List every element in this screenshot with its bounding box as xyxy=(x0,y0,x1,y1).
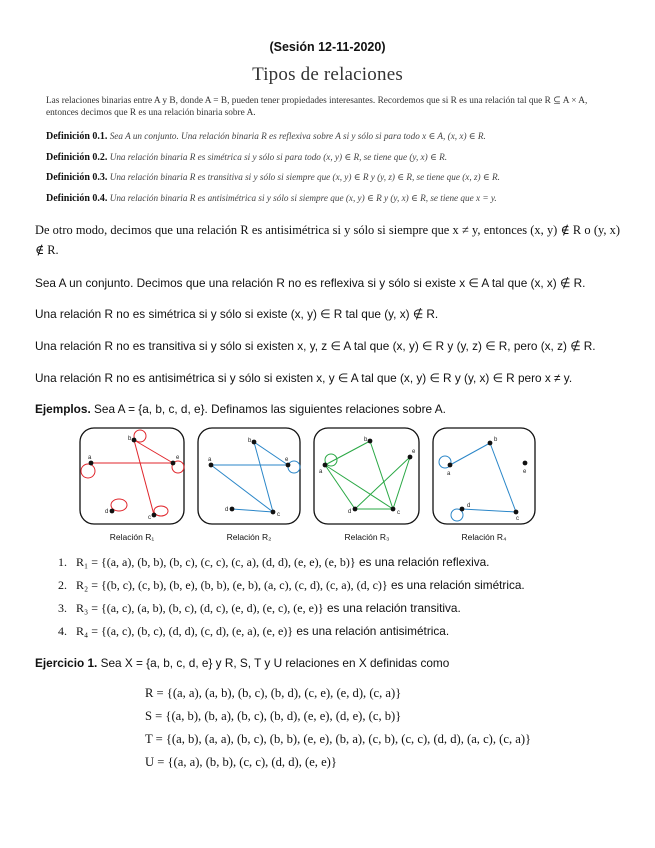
graph-frame xyxy=(80,428,184,524)
vertex-b xyxy=(488,441,493,446)
item-desc: es una relación antisimétrica. xyxy=(293,624,450,638)
definition-label: Definición 0.1. xyxy=(46,131,108,142)
exercise-set-s: S = {(a, b), (b, a), (b, c), (b, d), (e, e), (d, e), (c, b)} xyxy=(145,709,402,723)
vertex-c xyxy=(152,513,157,518)
item-number: 1. xyxy=(58,555,67,569)
vertex-d xyxy=(110,509,115,514)
antisymmetric-alt-paragraph: De otro modo, decimos que una relación R es antisimétrica si y sólo si siempre que x ≠ y, entonces (x, y) ∉ R o (y, x) ∉ R. xyxy=(35,223,620,257)
item-desc: es una relación simétrica. xyxy=(387,578,525,592)
exercise-intro xyxy=(35,653,620,673)
examples-text: Sea A = {a, b, c, d, e}. Definamos las siguientes relaciones sobre A. xyxy=(94,402,446,416)
caption-r4: Relación R₄ xyxy=(461,532,507,542)
vertex-label: b xyxy=(248,438,252,444)
not-reflexive-paragraph: Sea A un conjunto. Decimos que una relación R no es reflexiva si y sólo si existe x ∈ A tal que (x, x) ∉ R. xyxy=(35,276,586,290)
caption-r2: Relación R₂ xyxy=(226,532,272,542)
item-set: R₁ = {(a, a), (b, b), (b, c), (c, c), (c, a), (d, d), (e, e), (e, b)} xyxy=(76,555,356,569)
not-antisymmetric-paragraph: Una relación R no es antisimétrica si y sólo si existen x, y ∈ A tal que (x, y) ∈ R y (y, x) ∈ R pero x ≠ y. xyxy=(35,371,573,385)
definition-label: Definición 0.2. xyxy=(46,152,108,163)
not-symmetric-paragraph: Una relación R no es simétrica si y sólo si existe (x, y) ∈ R tal que (y, x) ∉ R. xyxy=(35,307,439,321)
vertex-label: b xyxy=(494,437,498,443)
vertex-label: e xyxy=(412,449,416,455)
vertex-e xyxy=(408,455,413,460)
definition-text: Sea A un conjunto. Una relación binaria R es reflexiva sobre A si y sólo si para todo x ∈ A, (x, x) ∈ R. xyxy=(109,131,486,141)
vertex-label: b xyxy=(128,436,132,442)
vertex-a xyxy=(448,463,453,468)
item-number: 3. xyxy=(58,601,67,615)
item-desc: es una relación reflexiva. xyxy=(355,555,490,569)
example-item-3 xyxy=(58,601,628,616)
caption-r1: Relación R₁ xyxy=(109,532,155,542)
vertex-label: b xyxy=(364,437,368,443)
exercise-set-t: T = {(a, b), (a, a), (b, c), (b, b), (e, e), (b, a), (c, b), (c, c), (d, d), (a, c), (c, a)} xyxy=(145,732,532,746)
vertex-e xyxy=(286,463,291,468)
vertex-c xyxy=(271,510,276,515)
exercise-label: Ejercicio 1. xyxy=(35,656,98,670)
graph-r1 xyxy=(79,427,185,525)
vertex-c xyxy=(514,510,519,515)
definition-text: Una relación binaria R es transitiva si y sólo si siempre que (x, y) ∈ R y (y, z) ∈ R, se tiene que (x, z) ∈ R. xyxy=(109,172,500,182)
examples-label: Ejemplos. xyxy=(35,402,91,416)
definition-1 xyxy=(46,131,621,142)
definition-text: Una relación binaria R es antisimétrica si y sólo si siempre que (x, y) ∈ R y (y, x) ∈ R, se tiene que x = y. xyxy=(109,193,497,203)
definition-text: Una relación binaria R es simétrica si y sólo si para todo (x, y) ∈ R, se tiene que (y, x) ∈ R. xyxy=(109,152,447,162)
item-number: 2. xyxy=(58,578,67,592)
vertex-label: d xyxy=(225,507,229,513)
vertex-a xyxy=(89,461,94,466)
vertex-e xyxy=(523,461,528,466)
examples-intro xyxy=(35,399,620,419)
exercise-set-r: R = {(a, a), (a, b), (b, c), (b, d), (c, e), (e, d), (c, a)} xyxy=(145,686,402,700)
graph-r3 xyxy=(313,427,420,525)
vertex-e xyxy=(171,461,176,466)
vertex-label: c xyxy=(148,515,151,521)
example-item-2 xyxy=(58,578,628,593)
item-set: R₄ = {(a, c), (b, c), (d, d), (c, d), (e, a), (e, e)} xyxy=(76,624,294,638)
item-desc: es una relación transitiva. xyxy=(323,601,461,615)
vertex-label: d xyxy=(467,503,471,509)
definition-3 xyxy=(46,172,621,183)
item-set: R₂ = {(b, c), (c, b), (b, e), (b, b), (e, b), (a, c), (c, d), (c, a), (d, c)} xyxy=(76,578,388,592)
definition-label: Definición 0.4. xyxy=(46,193,108,204)
vertex-label: a xyxy=(208,457,212,463)
vertex-b xyxy=(132,438,137,443)
vertex-label: e xyxy=(285,457,289,463)
graph-r2 xyxy=(197,427,301,525)
vertex-a xyxy=(209,463,214,468)
vertex-label: a xyxy=(447,471,451,477)
caption-r3: Relación R₃ xyxy=(344,532,390,542)
vertex-label: a xyxy=(88,455,92,461)
vertex-c xyxy=(391,507,396,512)
example-item-1 xyxy=(58,555,628,570)
vertex-label: c xyxy=(397,510,400,516)
vertex-b xyxy=(252,440,257,445)
vertex-label: e xyxy=(523,469,527,475)
definition-label: Definición 0.3. xyxy=(46,172,108,183)
vertex-label: e xyxy=(176,455,180,461)
item-number: 4. xyxy=(58,624,67,638)
vertex-d xyxy=(353,507,358,512)
exercise-set-u: U = {(a, a), (b, b), (c, c), (d, d), (e, e)} xyxy=(145,755,337,769)
vertex-a xyxy=(323,463,328,468)
vertex-label: c xyxy=(277,512,280,518)
vertex-d xyxy=(230,507,235,512)
session-date: (Sesión 12-11-2020) xyxy=(269,40,386,54)
vertex-label: a xyxy=(319,469,323,475)
vertex-b xyxy=(368,439,373,444)
vertex-label: d xyxy=(348,509,352,515)
definition-4 xyxy=(46,193,621,204)
vertex-label: d xyxy=(105,509,109,515)
not-transitive-paragraph: Una relación R no es transitiva si y sólo si existen x, y, z ∈ A tal que (x, y) ∈ R y (y, z) ∈ R, pero (x, z) ∉ R. xyxy=(35,339,596,353)
definition-2 xyxy=(46,152,621,163)
intro-paragraph: Las relaciones binarias entre A y B, donde A = B, pueden tener propiedades interesantes. Recordemos que si R es una relación tal que R ⊆ A × A, entonces decimos que R es una relación binaria sobre A. xyxy=(46,96,588,118)
example-item-4 xyxy=(58,624,628,639)
vertex-d xyxy=(460,507,465,512)
item-set: R₃ = {(a, c), (a, b), (b, c), (d, c), (e, d), (e, c), (e, e)} xyxy=(76,601,324,615)
graph-r4 xyxy=(432,427,536,525)
vertex-label: c xyxy=(516,516,519,522)
exercise-text: Sea X = {a, b, c, d, e} y R, S, T y U relaciones en X definidas como xyxy=(100,656,450,670)
page-title: Tipos de relaciones xyxy=(252,64,403,85)
